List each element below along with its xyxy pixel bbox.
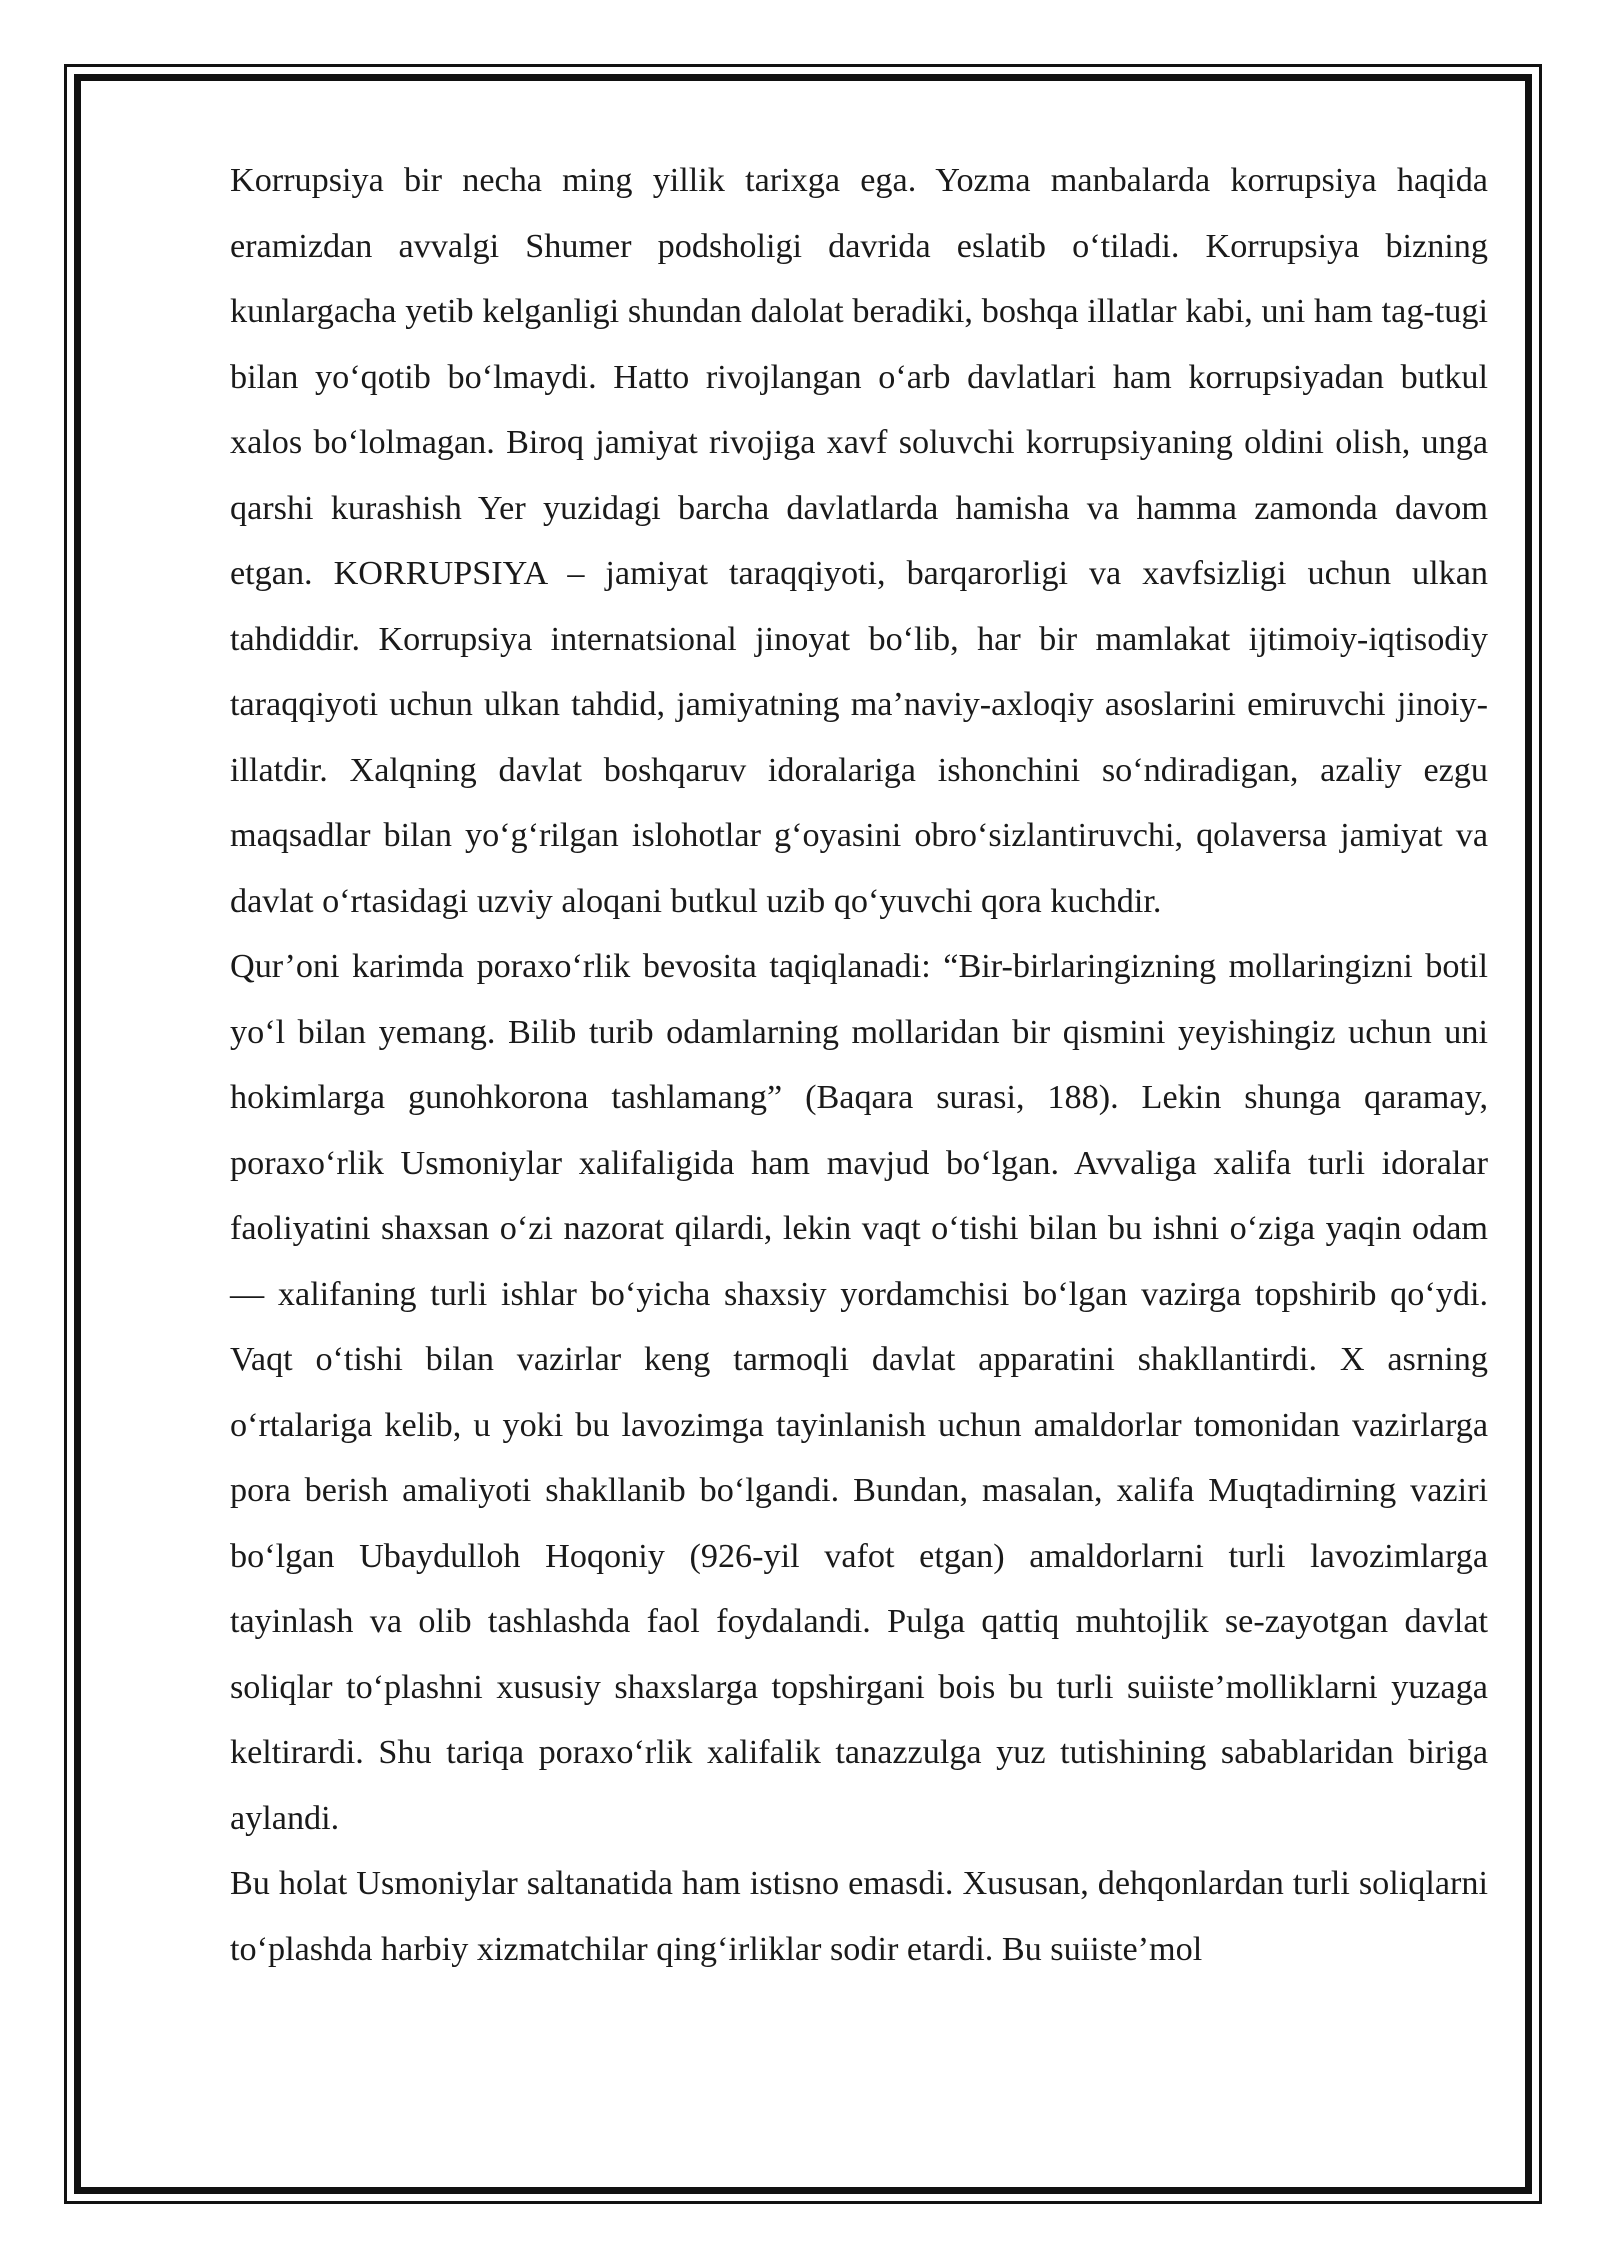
document-body — [230, 148, 1488, 1982]
paragraph-quran-bribery: Qur’oni karimda poraxo‘rlik bevosita taqiqlanadi: “Bir-birlaringizning mollaringizni botil yo‘l bilan yemang. Bilib turib odamlarning mollaridan bir qismini yeyishingiz uchun uni hokimlarga gunohkorona tashlamang” (Baqara surasi, 188). Lekin shunga qaramay, poraxo‘rlik Usmoniylar xalifaligida ham mavjud bo‘lgan. Avvaliga xalifa turli idoralar faoliyatini shaxsan o‘zi nazorat qilardi, lekin vaqt o‘tishi bilan bu ishni o‘ziga yaqin odam — xalifaning turli ishlar bo‘yicha shaxsiy yordamchisi bo‘lgan vazirga topshirib qo‘ydi. Vaqt o‘tishi bilan vazirlar keng tarmoqli davlat apparatini shakllantirdi. X asrning o‘rtalariga kelib, u yoki bu lavozimga tayinlanish uchun amaldorlar tomonidan vazirlarga pora berish amaliyoti shakllanib bo‘lgandi. Bundan, masalan, xalifa Muqtadirning vaziri bo‘lgan Ubaydulloh Hoqoniy (926-yil vafot etgan) amaldorlarni turli lavozimlarga tayinlash va olib tashlashda faol foydalandi. Pulga qattiq muhtojlik se-zayotgan davlat soliqlar to‘plashni xususiy shaxslarga topshirgani bois bu turli suiiste’molliklarni yuzaga keltirardi. Shu tariqa poraxo‘rlik xalifalik tanazzulga yuz tutishining sabablaridan biriga aylandi. — [230, 948, 1488, 1837]
paragraph-korrupsiya-history: Korrupsiya bir necha ming yillik tarixga ega. Yozma manbalarda korrupsiya haqida eramizdan avvalgi Shumer podsholigi davrida eslatib o‘tiladi. Korrupsiya bizning kunlargacha yetib kelganligi shundan dalolat beradiki, boshqa illatlar kabi, uni ham tag-tugi bilan yo‘qotib bo‘lmaydi. Hatto rivojlangan o‘arb davlatlari ham korrupsiyadan butkul xalos bo‘lolmagan. Biroq jamiyat rivojiga xavf soluvchi korrupsiyaning oldini olish, unga qarshi kurashish Yer yuzidagi barcha davlatlarda hamisha va hamma zamonda davom etgan. KORRUPSIYA – jamiyat taraqqiyoti, barqarorligi va xavfsizligi uchun ulkan tahdiddir. Korrupsiya internatsional jinoyat bo‘lib, har bir mamlakat ijtimoiy-iqtisodiy taraqqiyoti uchun ulkan tahdid, jamiyatning ma’naviy-axloqiy asoslarini emiruvchi jinoiy-illatdir. Xalqning davlat boshqaruv idoralariga ishonchini so‘ndiradigan, azaliy ezgu maqsadlar bilan yo‘g‘rilgan islohotlar g‘oyasini obro‘sizlantiruvchi, qolaversa jamiyat va davlat o‘rtasidagi uzviy aloqani butkul uzib qo‘yuvchi qora kuchdir. — [230, 162, 1488, 920]
paragraph-ottoman-sultanate: Bu holat Usmoniylar saltanatida ham istisno emasdi. Xususan, dehqonlardan turli soliqlarni to‘plashda harbiy xizmatchilar qing‘irliklar sodir etardi. Bu suiiste’mol — [230, 1865, 1488, 1968]
